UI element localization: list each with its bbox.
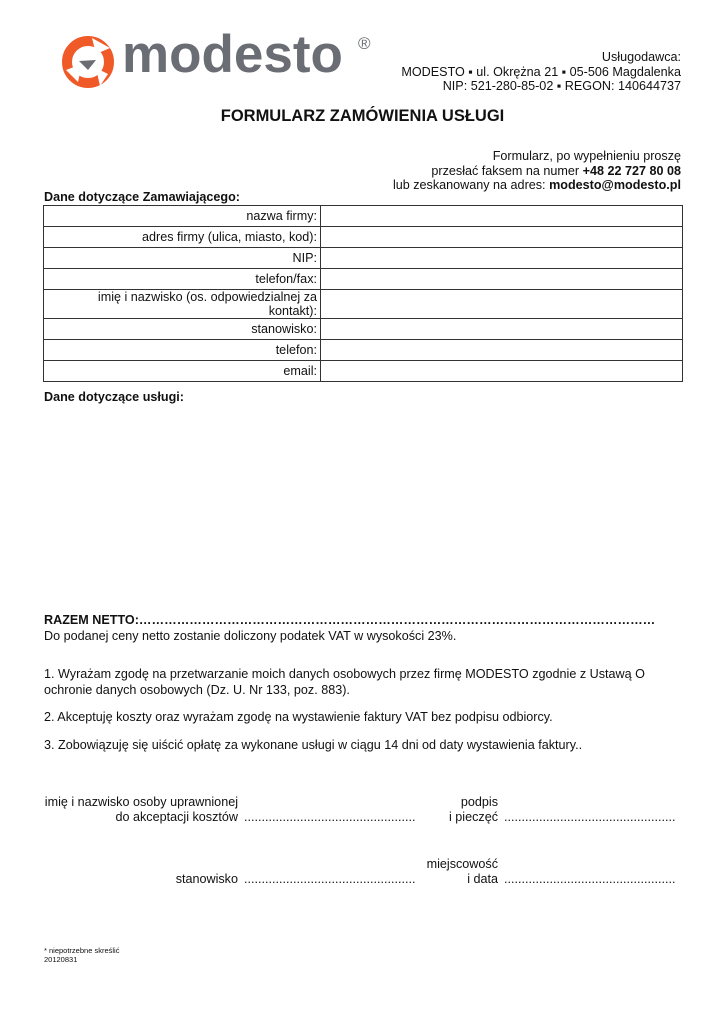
logo-wordmark: modesto <box>122 25 343 84</box>
position-label: stanowisko <box>175 872 238 886</box>
service-details-area[interactable] <box>44 410 684 605</box>
signature-line2: i pieczęć <box>449 810 498 824</box>
phone-fax-field[interactable] <box>321 269 683 290</box>
place-line1: miejscowość <box>426 857 498 871</box>
provider-address: MODESTO ▪ ul. Okrężna 21 ▪ 05-506 Magdalenka <box>401 64 681 79</box>
table-row <box>44 248 683 269</box>
consent-3: 3. Zobowiązuję się uiścić opłatę za wykonane usługi w ciągu 14 dni od daty wystawienia faktury.. <box>44 738 583 752</box>
client-section-heading: Dane dotyczące Zamawiającego: <box>44 190 240 204</box>
consent-1: 1. Wyrażam zgodę na przetwarzanie moich danych osobowych przez firmę MODESTO zgodnie z Ustawą O ochronie danych osobowych (Dz. U. Nr 133, poz. 883). <box>44 667 645 697</box>
instructions-line3 <box>393 178 681 193</box>
position-sign-field[interactable]: ................................................. <box>244 872 416 886</box>
field-label: stanowisko: <box>44 319 321 340</box>
field-label: email: <box>44 361 321 382</box>
contact-email[interactable]: modesto@modesto.pl <box>549 178 681 193</box>
registered-mark: ® <box>358 34 371 53</box>
total-net <box>44 613 655 627</box>
authorized-person-field[interactable]: ................................................. <box>244 810 416 824</box>
field-label: imię i nazwisko (os. odpowiedzialnej za kontakt): <box>44 290 321 319</box>
field-label: telefon: <box>44 340 321 361</box>
phone-field[interactable] <box>321 340 683 361</box>
instructions-line2 <box>393 164 681 179</box>
email-prefix: lub zeskanowany na adres: <box>392 178 550 193</box>
fax-number: +48 22 727 80 08 <box>582 163 681 178</box>
provider-tax-ids: NIP: 521-280-85-02 ▪ REGON: 140644737 <box>442 79 681 94</box>
table-row <box>44 269 683 290</box>
page-title: FORMULARZ ZAMÓWIENIA USŁUGI <box>220 107 505 125</box>
authorized-line2: do akceptacji kosztów <box>115 810 238 824</box>
instructions <box>393 149 681 193</box>
client-data-table <box>43 205 683 382</box>
footer <box>44 946 119 964</box>
modesto-logo <box>62 25 382 92</box>
place-date-field[interactable]: ................................................. <box>504 872 676 886</box>
email-field[interactable] <box>321 361 683 382</box>
provider-info <box>401 50 681 94</box>
fax-prefix: przesłać faksem na numer <box>431 163 583 178</box>
field-label: nazwa firmy: <box>44 206 321 227</box>
table-row <box>44 290 683 319</box>
signature-field[interactable]: ................................................. <box>504 810 676 824</box>
table-row <box>44 206 683 227</box>
service-section-heading: Dane dotyczące usługi: <box>44 390 184 404</box>
contact-person-field[interactable] <box>321 290 683 319</box>
position-field[interactable] <box>321 319 683 340</box>
table-row <box>44 340 683 361</box>
field-label: NIP: <box>44 248 321 269</box>
authorized-person-label <box>44 795 238 825</box>
signature-label <box>420 795 498 825</box>
vat-note: Do podanej ceny netto zostanie doliczony podatek VAT w wysokości 23%. <box>44 629 457 643</box>
total-net-label: RAZEM NETTO: <box>44 613 139 627</box>
table-row <box>44 319 683 340</box>
table-row <box>44 361 683 382</box>
signature-line1: podpis <box>460 795 498 809</box>
place-line2: i data <box>467 872 498 886</box>
authorized-line1: imię i nazwisko osoby uprawnionej <box>44 795 238 809</box>
consent-2: 2. Akceptuję koszty oraz wyrażam zgodę na wystawienie faktury VAT bez podpisu odbiorcy. <box>44 710 553 724</box>
total-net-dots[interactable]: …………………………………………………………………………………………………………… <box>138 613 656 627</box>
field-label: adres firmy (ulica, miasto, kod): <box>44 227 321 248</box>
field-label: telefon/fax: <box>44 269 321 290</box>
nip-field[interactable] <box>321 248 683 269</box>
table-row <box>44 227 683 248</box>
footer-code: 20120831 <box>44 955 78 964</box>
footer-note: * niepotrzebne skreślić <box>44 946 120 955</box>
instructions-line1: Formularz, po wypełnieniu proszę <box>492 149 681 163</box>
company-name-field[interactable] <box>321 206 683 227</box>
company-address-field[interactable] <box>321 227 683 248</box>
provider-label: Usługodawca: <box>601 50 681 64</box>
modesto-mark-icon <box>62 34 114 90</box>
place-date-label <box>400 857 498 887</box>
